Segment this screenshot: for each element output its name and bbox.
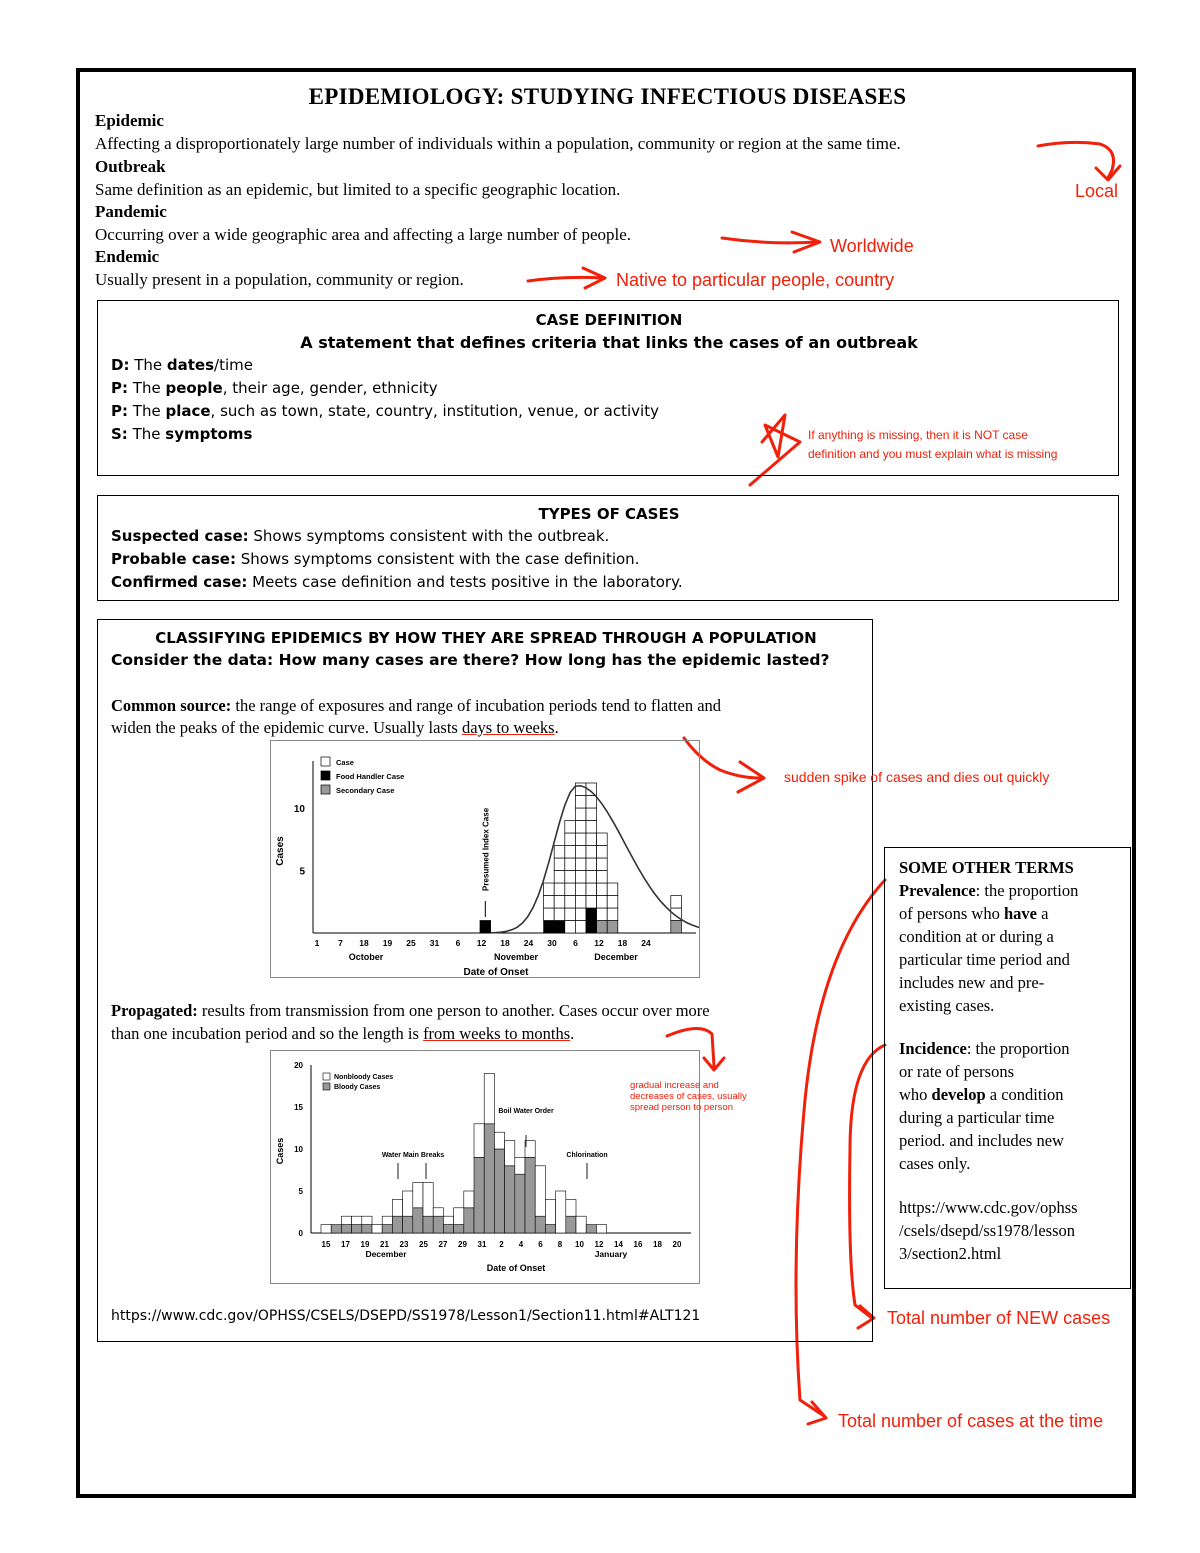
bar	[352, 1216, 362, 1224]
y-tick-label: 10	[293, 804, 305, 815]
bar	[586, 921, 597, 934]
propagated-line-1: Propagated: results from transmission from one person to another. Cases occur over more	[111, 1001, 710, 1020]
classifying-heading: CLASSIFYING EPIDEMICS BY HOW THEY ARE SPREAD THROUGH A POPULATION	[155, 629, 817, 647]
bar	[554, 908, 565, 921]
month-label: January	[594, 1249, 628, 1259]
bar	[586, 821, 597, 834]
other-terms-url-line: https://www.cdc.gov/ophss	[899, 1198, 1078, 1217]
bar	[331, 1225, 341, 1233]
def-epidemic: Affecting a disproportionately large number of individuals within a population, community or region at the same time.	[95, 134, 901, 153]
bar	[392, 1199, 402, 1216]
bar	[554, 846, 565, 859]
bar	[575, 821, 586, 834]
bar	[565, 908, 576, 921]
bar	[403, 1216, 413, 1233]
bar	[464, 1191, 474, 1208]
bar	[597, 896, 608, 909]
prevalence-line: existing cases.	[899, 996, 995, 1015]
x-tick-label: 1	[314, 938, 320, 948]
x-tick-label: 10	[575, 1240, 584, 1249]
bar	[565, 821, 576, 834]
y-tick-label: 0	[298, 1229, 303, 1238]
bar	[454, 1225, 464, 1233]
bar	[586, 833, 597, 846]
def-outbreak: Same definition as an epidemic, but limited to a specific geographic location.	[95, 180, 621, 199]
x-tick-label: 19	[382, 938, 393, 948]
bar	[575, 796, 586, 809]
bar	[554, 896, 565, 909]
bar	[382, 1216, 392, 1224]
bar	[575, 921, 586, 934]
note-total-cases: Total number of cases at the time	[838, 1411, 1104, 1431]
bar	[671, 896, 682, 909]
bar	[566, 1199, 576, 1216]
case-type-item: Confirmed case: Meets case definition and tests positive in the laboratory.	[111, 573, 683, 591]
bar	[575, 808, 586, 821]
legend-label: Nonbloody Cases	[334, 1074, 394, 1081]
bar	[586, 808, 597, 821]
bar	[494, 1132, 504, 1149]
bar	[607, 883, 618, 896]
y-tick-label: 20	[294, 1061, 303, 1070]
bar	[575, 908, 586, 921]
classifying-source-url: https://www.cdc.gov/OPHSS/CSELS/DSEPD/SS1978/Lesson1/Section11.html#ALT121	[111, 1308, 701, 1324]
bar	[565, 833, 576, 846]
month-label: November	[493, 952, 539, 962]
incidence-line: period. and includes new	[899, 1131, 1064, 1150]
bar	[586, 883, 597, 896]
bar	[586, 896, 597, 909]
bar	[433, 1208, 443, 1216]
bar	[586, 908, 597, 921]
y-tick-label: 5	[299, 866, 305, 878]
month-label: October	[348, 952, 384, 962]
bar	[474, 1124, 484, 1158]
bar	[505, 1141, 515, 1166]
y-tick-label: 10	[294, 1145, 303, 1154]
note-missing-2: definition and you must explain what is missing	[808, 447, 1058, 461]
legend-label: Case	[336, 758, 354, 767]
bar	[413, 1183, 423, 1208]
bar	[554, 883, 565, 896]
x-tick-label: 12	[594, 938, 604, 948]
prevalence-line: particular time period and	[899, 950, 1070, 969]
bar	[544, 921, 555, 934]
bar	[544, 908, 555, 921]
y-axis-label: Cases	[275, 1137, 285, 1165]
bar	[443, 1216, 453, 1224]
bar	[413, 1208, 423, 1233]
bar-annotation: Chlorination	[566, 1152, 608, 1159]
case-type-item: Suspected case: Shows symptoms consistent with the outbreak.	[111, 527, 610, 545]
x-tick-label: 8	[557, 1240, 563, 1249]
bar	[474, 1157, 484, 1233]
case-type-item: Probable case: Shows symptoms consistent with the case definition.	[111, 550, 640, 568]
bar	[433, 1216, 443, 1233]
types-heading: TYPES OF CASES	[538, 505, 680, 523]
bar	[565, 858, 576, 871]
x-tick-label: 20	[672, 1240, 682, 1249]
legend-label: Food Handler Case	[336, 772, 405, 781]
legend-swatch	[321, 771, 330, 780]
note-gradual	[630, 1080, 747, 1113]
common-source-line-1: Common source: the range of exposures and range of incubation periods tend to flatten and	[111, 696, 722, 715]
bar	[566, 1216, 576, 1233]
bar	[341, 1216, 351, 1224]
bar	[480, 921, 491, 934]
classifying-subheading: Consider the data: How many cases are there? How long has the epidemic lasted?	[111, 651, 830, 669]
bar	[382, 1225, 392, 1233]
def-pandemic: Occurring over a wide geographic area and affecting a large number of people.	[95, 225, 632, 244]
bar	[352, 1225, 362, 1233]
bar	[484, 1124, 494, 1233]
index-case-annotation: Presumed Index Case	[481, 807, 491, 891]
bar	[597, 908, 608, 921]
arrowhead-local	[1096, 166, 1120, 180]
bar	[403, 1191, 413, 1216]
bar	[464, 1208, 474, 1233]
bar	[372, 1225, 382, 1233]
bar	[597, 883, 608, 896]
common-source-epidemic-curve	[270, 740, 700, 978]
page-title: EPIDEMIOLOGY: STUDYING INFECTIOUS DISEASES	[308, 84, 907, 109]
x-tick-label: 12	[594, 1240, 604, 1249]
bar	[565, 921, 576, 934]
bar	[505, 1166, 515, 1233]
month-label: December	[365, 1249, 407, 1259]
x-tick-label: 17	[341, 1240, 350, 1249]
x-axis-label: Date of Onset	[486, 1263, 546, 1273]
x-tick-label: 25	[419, 1240, 428, 1249]
term-outbreak: Outbreak	[95, 157, 166, 176]
bar	[607, 896, 618, 909]
y-axis-label: Cases	[275, 836, 286, 866]
bar	[515, 1157, 525, 1174]
x-tick-label: 30	[547, 938, 557, 948]
bar	[565, 883, 576, 896]
bar	[565, 896, 576, 909]
x-tick-label: 19	[360, 1240, 370, 1249]
legend-swatch	[321, 757, 330, 766]
arrow-worldwide	[722, 238, 818, 243]
bar	[586, 858, 597, 871]
bar	[494, 1149, 504, 1233]
common-source-line-2: widen the peaks of the epidemic curve. Usually lasts days to weeks.	[111, 718, 559, 737]
note-local: Local	[1075, 181, 1119, 201]
note-gradual-line: gradual increase and	[630, 1080, 719, 1091]
x-tick-label: 18	[359, 938, 369, 948]
other-terms-box	[884, 847, 1131, 1289]
x-tick-label: 14	[614, 1240, 623, 1249]
x-tick-label: 6	[455, 938, 461, 948]
bar	[575, 871, 586, 884]
x-tick-label: 24	[523, 938, 534, 948]
x-tick-label: 18	[500, 938, 510, 948]
bar	[565, 871, 576, 884]
incidence-line: who develop a condition	[899, 1085, 1064, 1104]
incidence-line: during a particular time	[899, 1108, 1055, 1127]
x-tick-label: 27	[438, 1240, 448, 1249]
x-tick-label: 21	[380, 1240, 389, 1249]
bar	[607, 921, 618, 934]
note-missing-1: If anything is missing, then it is NOT case	[808, 428, 1028, 442]
note-gradual-line: decreases of cases, usually	[630, 1091, 747, 1102]
x-tick-label: 6	[538, 1240, 543, 1249]
bar	[545, 1225, 555, 1233]
x-tick-label: 4	[518, 1240, 524, 1249]
bar	[535, 1166, 545, 1216]
x-tick-label: 24	[641, 938, 651, 948]
x-tick-label: 31	[477, 1240, 487, 1249]
case-definition-heading: CASE DEFINITION	[535, 311, 683, 329]
bar-annotation: Boil Water Order	[498, 1108, 554, 1115]
bar	[423, 1183, 433, 1217]
bar	[597, 921, 608, 934]
x-tick-label: 18	[617, 938, 628, 948]
legend-swatch	[323, 1083, 330, 1090]
bar	[575, 846, 586, 859]
case-definition-subheading: A statement that defines criteria that links the cases of an outbreak	[300, 333, 918, 352]
x-tick-label: 12	[476, 938, 487, 948]
arrow-native	[528, 277, 603, 281]
case-def-item: S: The symptoms	[111, 425, 253, 443]
bar-annotation: Water Main Breaks	[381, 1152, 445, 1159]
def-endemic: Usually present in a population, community or region.	[95, 270, 464, 289]
bar	[423, 1216, 433, 1233]
x-tick-label: 25	[406, 938, 416, 948]
bar	[443, 1225, 453, 1233]
bar	[554, 871, 565, 884]
bar	[597, 871, 608, 884]
legend-label: Bloody Cases	[334, 1084, 381, 1091]
incidence-line: Incidence: the proportion	[899, 1039, 1070, 1058]
bar	[586, 1225, 596, 1233]
x-tick-label: 23	[399, 1240, 409, 1249]
legend-swatch	[323, 1073, 330, 1080]
bar	[575, 858, 586, 871]
bar	[392, 1216, 402, 1233]
bar	[575, 833, 586, 846]
incidence-line: or rate of persons	[899, 1062, 1015, 1081]
prevalence-line: includes new and pre-	[899, 973, 1045, 992]
x-tick-label: 18	[653, 1240, 662, 1249]
bar	[575, 896, 586, 909]
y-tick-label: 5	[298, 1187, 303, 1196]
month-label: December	[594, 952, 638, 962]
types-of-cases-box	[97, 495, 1119, 601]
bar	[341, 1225, 351, 1233]
incidence-line: cases only.	[899, 1154, 971, 1173]
note-gradual-line: spread person to person	[630, 1102, 733, 1113]
bar	[596, 1225, 606, 1233]
bar	[586, 796, 597, 809]
legend-swatch	[321, 785, 330, 794]
bar	[515, 1174, 525, 1233]
bar	[362, 1216, 372, 1224]
x-tick-label: 29	[458, 1240, 467, 1249]
note-native: Native to particular people, country	[616, 270, 895, 290]
bar	[484, 1073, 494, 1123]
bar	[554, 921, 565, 934]
x-tick-label: 15	[321, 1240, 331, 1249]
prevalence-line: condition at or during a	[899, 927, 1054, 946]
bar	[545, 1199, 555, 1224]
bar	[597, 846, 608, 859]
term-pandemic: Pandemic	[95, 202, 167, 221]
bar	[535, 1216, 545, 1233]
bar	[586, 846, 597, 859]
other-terms-heading: SOME OTHER TERMS	[899, 858, 1074, 877]
prevalence-line: of persons who have a	[899, 904, 1049, 923]
bar	[556, 1191, 566, 1233]
bar	[321, 1225, 331, 1233]
bar	[586, 871, 597, 884]
bar	[671, 921, 682, 934]
bar	[575, 783, 586, 796]
bar	[525, 1141, 535, 1158]
bar	[554, 858, 565, 871]
x-tick-label: 16	[633, 1240, 643, 1249]
y-tick-label: 15	[294, 1103, 303, 1112]
term-epidemic: Epidemic	[95, 111, 164, 130]
case-def-item: P: The people, their age, gender, ethnicity	[111, 379, 438, 397]
bar	[597, 858, 608, 871]
bar	[565, 846, 576, 859]
other-terms-url-line: /csels/dsepd/ss1978/lesson	[899, 1221, 1075, 1240]
case-def-item: D: The dates/time	[111, 356, 253, 374]
bar	[544, 896, 555, 909]
prevalence-line: Prevalence: the proportion	[899, 881, 1079, 900]
bar	[607, 908, 618, 921]
other-terms-url-line: 3/section2.html	[899, 1244, 1002, 1263]
term-endemic: Endemic	[95, 247, 160, 266]
x-tick-label: 6	[573, 938, 578, 948]
note-new-cases: Total number of NEW cases	[887, 1308, 1111, 1328]
bar	[575, 883, 586, 896]
x-axis-label: Date of Onset	[463, 967, 529, 978]
x-tick-label: 2	[499, 1240, 504, 1249]
x-tick-label: 7	[338, 938, 343, 948]
bar	[597, 833, 608, 846]
bar	[544, 883, 555, 896]
bar	[576, 1216, 586, 1233]
note-worldwide: Worldwide	[830, 236, 914, 256]
note-sudden: sudden spike of cases and dies out quickly	[784, 769, 1050, 785]
bar	[525, 1157, 535, 1233]
legend-label: Secondary Case	[336, 786, 395, 795]
case-def-item: P: The place, such as town, state, country, institution, venue, or activity	[111, 402, 659, 420]
bar	[362, 1225, 372, 1233]
propagated-line-2: than one incubation period and so the length is from weeks to months.	[111, 1024, 575, 1043]
x-tick-label: 31	[429, 938, 440, 948]
bar	[454, 1208, 464, 1225]
